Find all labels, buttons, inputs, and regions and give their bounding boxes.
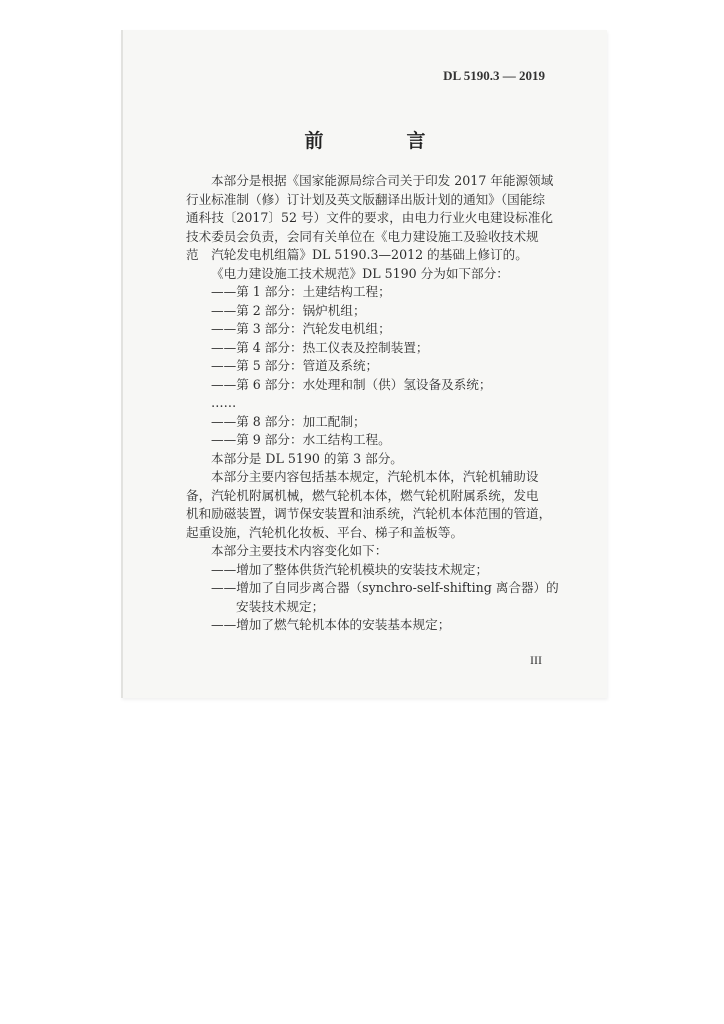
page-title: 前 言 <box>304 130 458 152</box>
scanned-page <box>121 30 607 698</box>
ellipsis: …… <box>211 395 237 410</box>
text-line: 起重设施，汽轮机化妆板、平台、梯子和盖板等。 <box>186 524 464 540</box>
preface-body <box>186 172 559 635</box>
page-number: III <box>530 653 542 667</box>
list-item: ——增加了整体供货汽轮机模块的安装技术规定； <box>211 561 489 577</box>
text-line: 本部分是根据《国家能源局综合司关于印发 2017 年能源领域 <box>211 173 554 188</box>
text-line: 行业标准制（修）订计划及英文版翻译出版计划的通知》（国能综 <box>186 191 545 207</box>
list-item: ——第 5 部分：管道及系统； <box>211 358 379 373</box>
text-line: 范 汽轮发电机组篇》DL 5190.3—2012 的基础上修订的。 <box>186 247 528 262</box>
text-line: 本部分主要内容包括基本规定，汽轮机本体，汽轮机辅助设 <box>211 469 539 484</box>
list-item: ——第 6 部分：水处理和制（供）氢设备及系统； <box>211 376 492 392</box>
list-item: ——增加了燃气轮机本体的安装基本规定； <box>211 617 451 632</box>
text-line: 机和励磁装置，调节保安装置和油系统，汽轮机本体范围的管道， <box>186 506 552 521</box>
list-item: ——第 8 部分：加工配制； <box>211 413 366 429</box>
list-item: ——第 9 部分：水工结构工程。 <box>211 432 391 447</box>
list-item: ——第 1 部分：土建结构工程； <box>211 284 391 299</box>
list-item: ——增加了自同步离合器（synchro-self-shifting 离合器）的 <box>211 580 559 595</box>
text-line: 备，汽轮机附属机械，燃气轮机本体，燃气轮机附属系统，发电 <box>186 487 539 503</box>
list-item: ——第 2 部分：锅炉机组； <box>211 302 366 318</box>
text-line: 技术委员会负责，会同有关单位在《电力建设施工及验收技术规 <box>186 228 539 244</box>
standard-code: DL 5190.3 — 2019 <box>443 68 545 83</box>
list-item: ——第 3 部分：汽轮发电机组； <box>211 321 391 336</box>
text-line: 本部分主要技术内容变化如下： <box>211 543 388 558</box>
text-line: 通科技〔2017〕52 号）文件的要求，由电力行业火电建设标准化 <box>186 210 553 225</box>
list-item: ——第 4 部分：热工仪表及控制装置； <box>211 339 429 355</box>
text-line: 《电力建设施工技术规范》DL 5190 分为如下部分： <box>211 265 509 281</box>
list-item-continuation: 安装技术规定； <box>236 598 325 614</box>
text-line: 本部分是 DL 5190 的第 3 部分。 <box>211 450 403 466</box>
